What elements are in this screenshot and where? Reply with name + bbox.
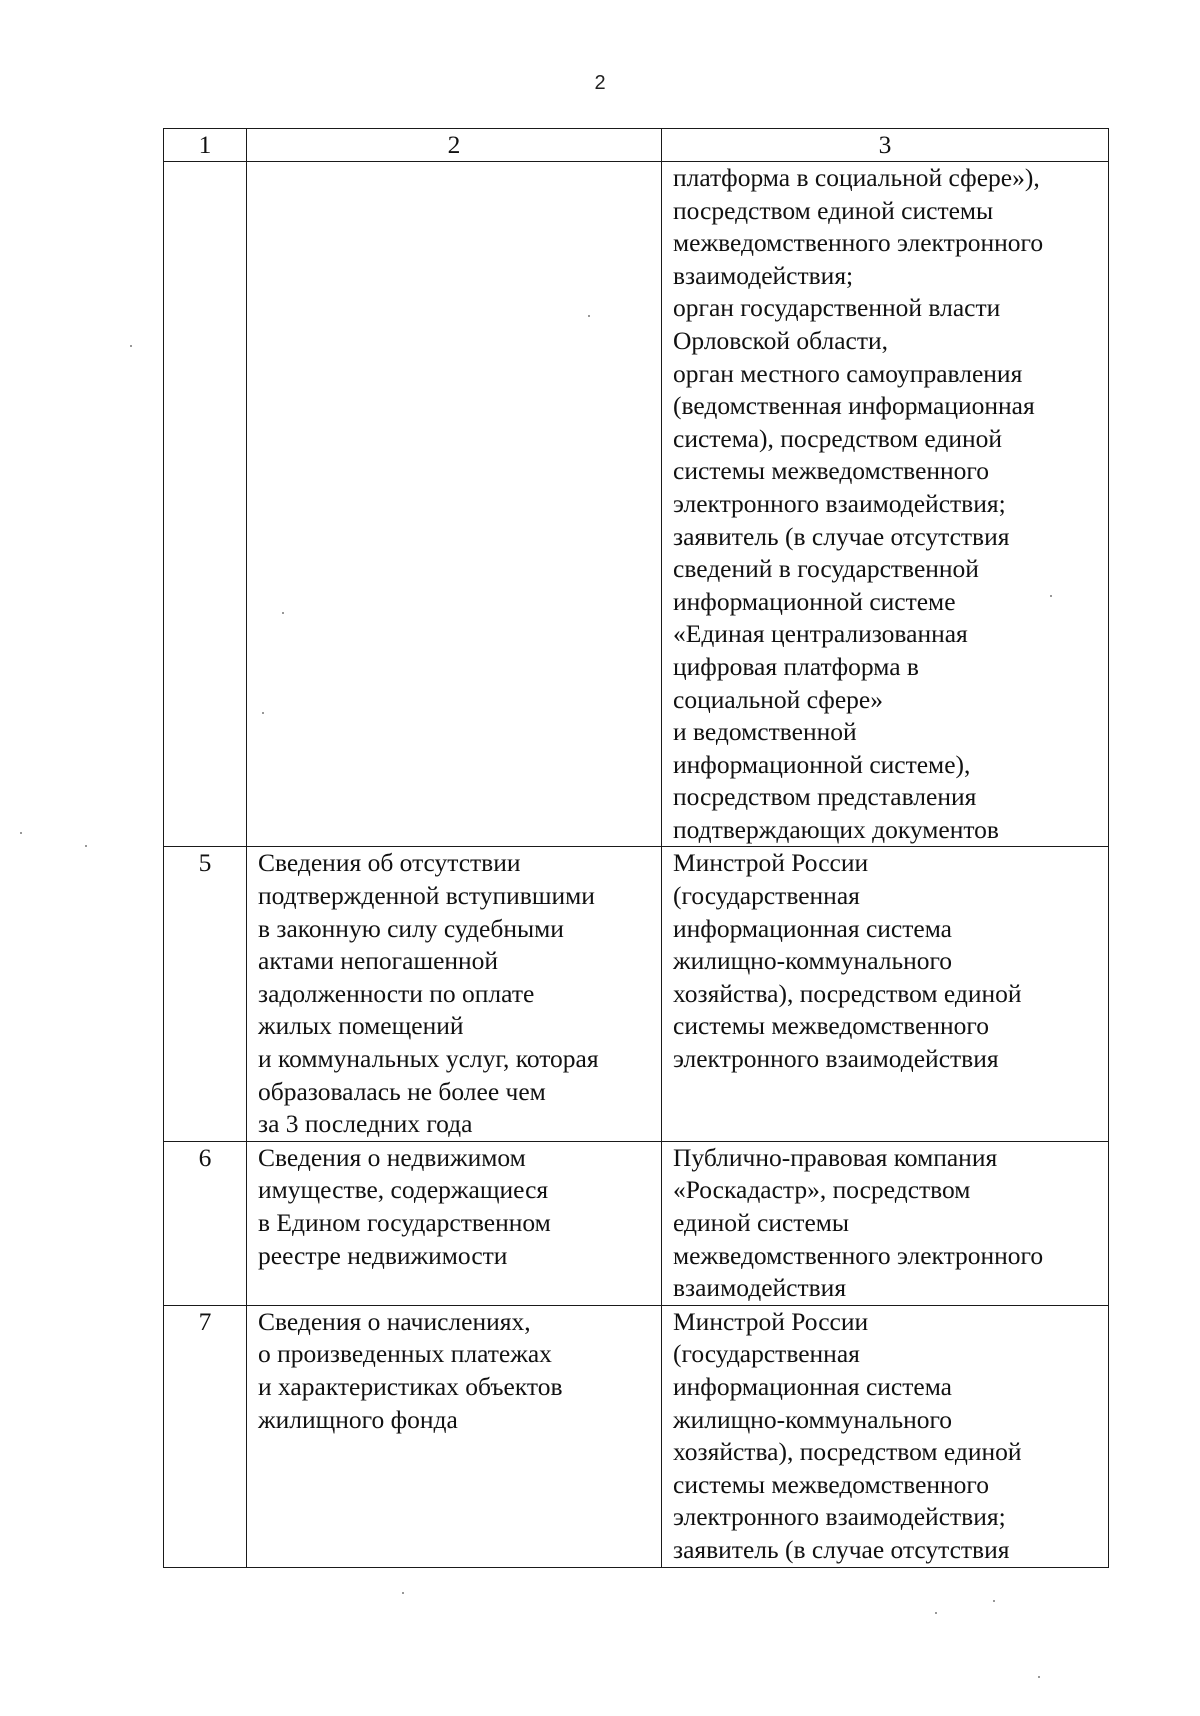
scan-speck bbox=[402, 1592, 404, 1594]
table-row bbox=[164, 1305, 1109, 1567]
info-source: платформа в социальной сфере»), посредством единой системы межведомственного электронного взаимодействия; орган государственной власти Орловской области, орган местного самоуправления (ведомственная информационная система), посредством единой системы межведомственного электронного взаимодействия; заявитель (в случае отсутствия сведений в государственной информационной системе «Единая централизованная цифровая платформа в социальной сфере» и ведомственной информационной системе), посредством представления подтверждающих документов bbox=[662, 162, 1109, 847]
table-row bbox=[164, 1141, 1109, 1305]
column-number-1: 1 bbox=[164, 129, 247, 162]
column-number-row bbox=[164, 129, 1109, 162]
scan-speck bbox=[1038, 1676, 1040, 1678]
info-description: Сведения о недвижимом имуществе, содержащиеся в Едином государственном реестре недвижимости bbox=[247, 1141, 662, 1305]
row-number: 7 bbox=[164, 1305, 247, 1567]
data-sources-table bbox=[163, 128, 1109, 1568]
info-description bbox=[247, 162, 662, 847]
scan-speck bbox=[262, 712, 264, 714]
table-row bbox=[164, 847, 1109, 1141]
column-number-2: 2 bbox=[247, 129, 662, 162]
scan-speck bbox=[1050, 595, 1052, 597]
row-number bbox=[164, 162, 247, 847]
table-row bbox=[164, 162, 1109, 847]
scan-speck bbox=[935, 1612, 937, 1614]
scan-speck bbox=[282, 612, 284, 614]
info-description: Сведения о начислениях, о произведенных платежах и характеристиках объектов жилищного фонда bbox=[247, 1305, 662, 1567]
page-number: 2 bbox=[594, 72, 606, 94]
row-number: 6 bbox=[164, 1141, 247, 1305]
column-number-3: 3 bbox=[662, 129, 1109, 162]
scan-speck bbox=[993, 1600, 995, 1602]
info-description: Сведения об отсутствии подтвержденной вступившими в законную силу судебными актами непогашенной задолженности по оплате жилых помещений и коммунальных услуг, которая образовалась не более чем за 3 последних года bbox=[247, 847, 662, 1141]
row-number: 5 bbox=[164, 847, 247, 1141]
info-source: Минстрой России (государственная информационная система жилищно-коммунального хозяйства), посредством единой системы межведомственного электронного взаимодействия; заявитель (в случае отсутствия bbox=[662, 1305, 1109, 1567]
info-source: Минстрой России (государственная информационная система жилищно-коммунального хозяйства), посредством единой системы межведомственного электронного взаимодействия bbox=[662, 847, 1109, 1141]
scan-speck bbox=[130, 345, 132, 347]
scan-speck bbox=[85, 845, 87, 847]
scan-speck bbox=[20, 832, 22, 834]
scan-speck bbox=[588, 315, 590, 317]
info-source: Публично-правовая компания «Роскадастр», посредством единой системы межведомственного электронного взаимодействия bbox=[662, 1141, 1109, 1305]
